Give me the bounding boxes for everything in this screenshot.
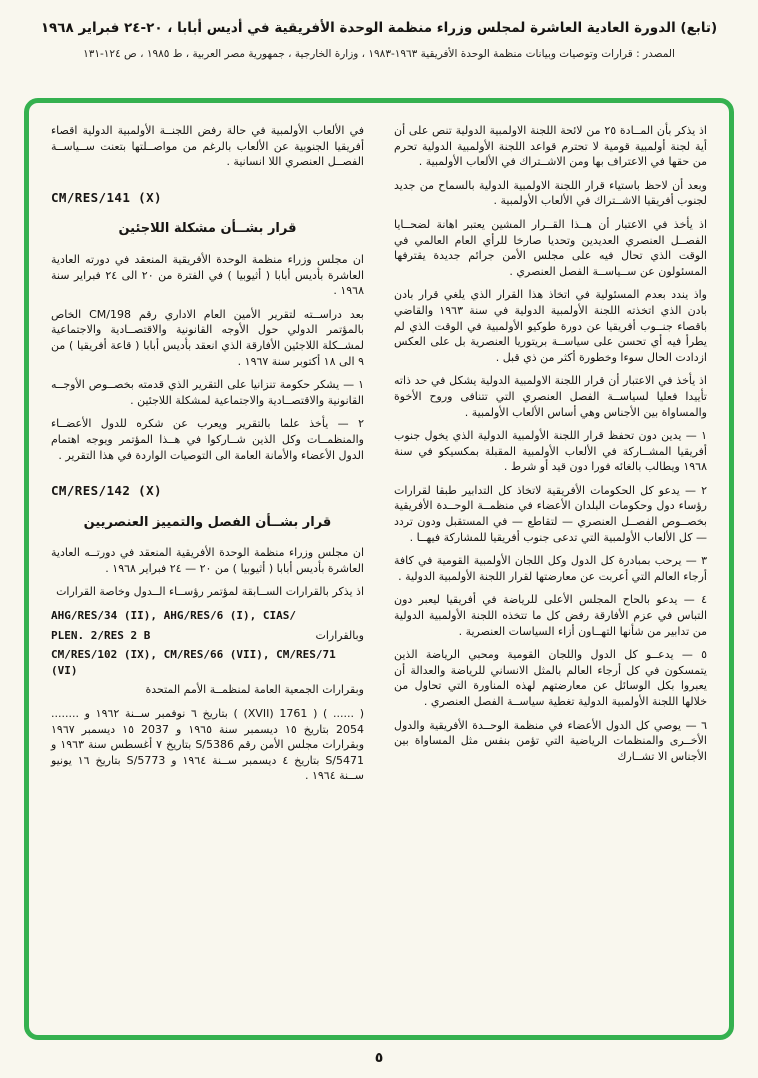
reference-code-latin: PLEN. 2/RES 2 B	[51, 628, 151, 642]
resolution-title-142: قرار بشــأن الفصل والتمييز العنصريين	[83, 514, 332, 530]
paragraph: اذ يأخذ في الاعتبار أن قرار اللجنة الاولمبية الدولية يشكل في حد ذاته تأييدا فعليا لسياســة الفصل العنصري التي تتنافى وروح الأخوة والمساواة بين الأجناس وهي أساس الألعاب الأولمبية .	[394, 374, 707, 419]
page-number: ٥	[374, 1050, 384, 1066]
reference-codes-mixed-line	[51, 628, 364, 644]
reference-codes-line: CM/RES/102 (IX), CM/RES/66 (VII), CM/RES/71 (VI)	[51, 648, 336, 677]
two-column-layout	[51, 123, 707, 1019]
reference-codes-line: AHG/RES/34 (II), AHG/RES/6 (I), CIAS/	[51, 609, 297, 623]
resolution-title-141: قرار بشــأن مشكلة اللاجئين	[118, 221, 297, 237]
numbered-clause-1: ١ — يدين دون تحفظ قرار اللجنة الأولمبية الدولية الذي يخول جنوب أفريقيا المشــاركة في الألعاب الأولمبية المقبلة بمكسيكو في سنة ١٩٦٨ ويطالب بالغائه فورا دون قيد أو شرط .	[394, 429, 707, 474]
un-resolutions-intro: وبقرارات الجمعية العامة لمنظمــة الأمم المتحدة	[145, 683, 364, 697]
source-line: المصدر : قرارات وتوصيات وبيانات منظمة الوحدة الأفريقية ١٩٦٣-١٩٨٣ ، وزارة الخارجية ، جمهورية مصر العربية ، ط ١٩٨٥ ، ص ١٢٤-١٣١	[83, 48, 675, 61]
paragraph: اذ يأخذ في الاعتبار أن هــذا القــرار المشين يعتبر اهانة لضحــايا الفصــل العنصري العديدين وتحديا صارخا للرأي العام العالمي في الوقت الذي تحال فيه على مجلس الأمن جرائم جديدة يقترفها المسئولون عن ســياســة الفصل العنصري .	[394, 217, 707, 278]
column-right	[394, 123, 707, 1019]
reference-connector-arabic: وبالقرارات	[315, 628, 364, 642]
numbered-clause-5: ٥ — يدعــو كل الدول واللجان القومية ومحبي الرياضة الذين يتمسكون في كل أرجاء العالم بالمثل الانساني للرياضة والعدالة أن يعبروا بكل الوسائل عن معارضتهم لهذه المناورة التي تحاول من خلالها اللجنة الأولمبية الدولية تغطية سياســة الفصل العنصري .	[394, 648, 707, 708]
page-header	[0, 0, 758, 60]
paragraph: اذ يذكر بأن المــادة ٢٥ من لائحة اللجنة الاولمبية الدولية تنص على أن أية لجنة أولمبية قومية لا تحترم قواعد اللجنة الأولمبية الدولية تحرم من حقها في الاعتراف بها ومن الاشــتراك في الألعاب الأولمبية .	[394, 124, 707, 169]
column-left	[51, 123, 364, 1019]
paragraph: ان مجلس وزراء منظمة الوحدة الأفريقية المنعقد في دورته العادية العاشرة بأديس أبابا ( أثيوبيا ) في الفترة من ٢٠ الى ٢٤ فبراير سنة ١٩٦٨ .	[51, 252, 364, 298]
paragraph: اذ يذكر بالقرارات الســابقة لمؤتمر رؤســاء الــدول وخاصة القرارات	[56, 585, 364, 599]
numbered-clause-2: ٢ — يدعو كل الحكومات الأفريقية لاتخاذ كل التدابير طبقا لقرارات رؤساء دول وحكومات البلدان الأعضاء في منظمــة الوحــدة الأفريقية بخصــوص الفصــل العنصري — لتقاطع — في المستقبل ودون تردد — كل الألعاب الأولمبية التي تدعى جنوب أفريقيا للمشاركة فيهــا .	[394, 483, 707, 544]
paragraph: بعد دراســته لتقرير الأمين العام الاداري رقم CM/198 الخاص بالمؤتمر الدولي حول الأوجه القانونية والاقتصــادية والاجتماعية لمشــكلة اللاجئين الأفارقة الذي انعقد بأديس أبابا ( قاعة أفريقيا ) من ٩ الى ١٨ أكتوبر سنة ١٩٦٧ .	[51, 307, 364, 368]
paragraph: واذ يندد بعدم المسئولية في اتخاذ هذا القرار الذي يلغي قرار بادن بادن الذي اتخذته اللجنة الأولمبية الدولية في سنة ١٩٦٣ والقاضي باقصاء جنــوب أفريقيا عن دورة طوكيو الأولمبية في الوقت الذي لم يطرأ فيه أي تحسن على سياســة بريتوريا العنصرية بل على العكس ازدادت الحال سوءا وخطورة أكثر من ذي قبل .	[394, 288, 707, 364]
paragraph: ان مجلس وزراء منظمة الوحدة الأفريقية المنعقد في دورتــه العادية العاشرة بأديس أبابا ( أثيوبيا ) من ٢٠ — ٢٤ فبراير ١٩٦٨ .	[51, 546, 364, 575]
resolution-code-142: CM/RES/142 (X)	[51, 483, 162, 499]
resolution-code-141: CM/RES/141 (X)	[51, 189, 162, 205]
numbered-clause-4: ٤ — يدعو بالحاح المجلس الأعلى للرياضة في أفريقيا ليعبر دون التباس في عزم الأفارقة رفض كل ما تتخذه اللجنة الأولمبية الدولية من تدابير من شأنها التهــاون أزاء السياسات العنصرية .	[394, 593, 707, 638]
paragraph: وبعد أن لاحظ باستياء قرار اللجنة الاولمبية الدولية بالسماح من جديد لجنوب أفريقيا الاشــتراك في الألعاب الأولمبية .	[394, 178, 707, 208]
numbered-clause-6: ٦ — يوصي كل الدول الأعضاء في منظمة الوحــدة الأفريقية والدول الأخــرى والمنظمات الرياضية التي تؤمن بنفس مثل المساواة بين الأجناس الا تشــارك	[394, 718, 707, 763]
un-resolutions-list: ( ...... ) ( 1761 (XVII) ) بتاريخ ٦ نوفمبر ســنة ١٩٦٢ و ........ 2054 بتاريخ ١٥ ديسمبر سنة ١٩٦٥ و 2037 ١٥ ديسمبر ١٩٦٧ وبقرارات مجلس الأمن رقم S/5386 بتاريخ ٧ أغسطس سنة ١٩٦٣ و S/5471 بتاريخ ٤ ديسمبر ســنة ١٩٦٤ و S/5773 بتاريخ ١٦ يونيو ســنة ١٩٦٤ .	[51, 707, 365, 783]
session-title: (تابع) الدورة العادية العاشرة لمجلس وزراء منظمة الوحدة الأفريقية في أديس أبابا ، ٢٠-٢٤ فبراير ١٩٦٨	[40, 20, 718, 36]
numbered-clause-1: ١ — يشكر حكومة تنزانيا على التقرير الذي قدمته بخصــوص الأوجــه القانونية والاقتصــادية والاجتماعية لمشكلة اللاجئين .	[51, 378, 364, 407]
green-frame	[24, 98, 734, 1040]
numbered-clause-3: ٣ — يرحب بمبادرة كل الدول وكل اللجان الأولمبية القومية في كافة أرجاء العالم التي أعربت عن معارضتها لقرار اللجنة الأولمبية الدولية .	[394, 554, 707, 583]
numbered-clause-2: ٢ — يأخذ علما بالتقرير ويعرب عن شكره للدول الأعضــاء والمنظمــات وكل الذين شــاركوا في هــذا المؤتمر ويوجه اهتمام الدول الأعضاء والأمانة العامة الى التوصيات الواردة في هذا التقرير .	[51, 417, 364, 462]
continuation-paragraph: في الألعاب الأولمبية في حالة رفض اللجنــة الأولمبية الدولية اقصاء أفريقيا الجنوبية عن الألعاب بالرغم من مواصــلتها بتعنت ســياســة الفصــل العنصري اللا انسانية .	[51, 124, 364, 169]
